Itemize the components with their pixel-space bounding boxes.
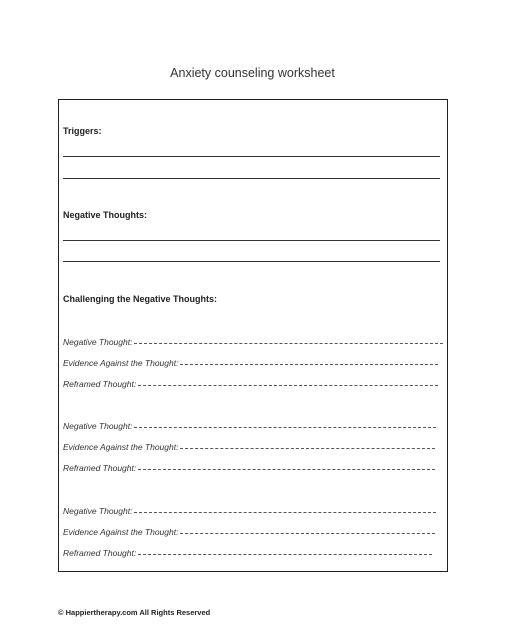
worksheet-frame (58, 99, 448, 572)
negative-thought-row[interactable] (63, 336, 443, 348)
negative-thought-label: Negative Thought: (63, 506, 133, 516)
triggers-line-1[interactable] (63, 156, 440, 157)
evidence-line[interactable] (180, 364, 438, 365)
copyright-footer: © Happiertherapy.com All Rights Reserved (58, 608, 211, 617)
triggers-line-2[interactable] (63, 178, 440, 179)
evidence-label: Evidence Against the Thought: (63, 527, 179, 537)
reframed-label: Reframed Thought: (63, 463, 137, 473)
negative-thought-label: Negative Thought: (63, 337, 133, 347)
evidence-row[interactable] (63, 441, 435, 453)
negative-thoughts-line-2[interactable] (63, 261, 440, 262)
evidence-row[interactable] (63, 357, 438, 369)
reframed-line[interactable] (138, 469, 435, 470)
negative-thoughts-line-1[interactable] (63, 240, 440, 241)
evidence-row[interactable] (63, 526, 435, 538)
negative-thought-label: Negative Thought: (63, 421, 133, 431)
negative-thought-line[interactable] (134, 512, 436, 513)
triggers-heading: Triggers: (63, 126, 102, 136)
evidence-line[interactable] (180, 448, 435, 449)
negative-thought-line[interactable] (134, 343, 443, 344)
worksheet-title: Anxiety counseling worksheet (170, 66, 335, 80)
reframed-row[interactable] (63, 378, 438, 390)
reframed-label: Reframed Thought: (63, 379, 137, 389)
reframed-line[interactable] (138, 554, 432, 555)
evidence-label: Evidence Against the Thought: (63, 442, 179, 452)
reframed-row[interactable] (63, 547, 432, 559)
negative-thought-line[interactable] (134, 427, 436, 428)
negative-thoughts-heading: Negative Thoughts: (63, 210, 148, 220)
evidence-label: Evidence Against the Thought: (63, 358, 179, 368)
negative-thought-row[interactable] (63, 420, 436, 432)
evidence-line[interactable] (180, 533, 435, 534)
reframed-label: Reframed Thought: (63, 548, 137, 558)
challenging-heading: Challenging the Negative Thoughts: (63, 294, 218, 304)
reframed-row[interactable] (63, 462, 435, 474)
negative-thought-row[interactable] (63, 505, 436, 517)
reframed-line[interactable] (138, 385, 438, 386)
